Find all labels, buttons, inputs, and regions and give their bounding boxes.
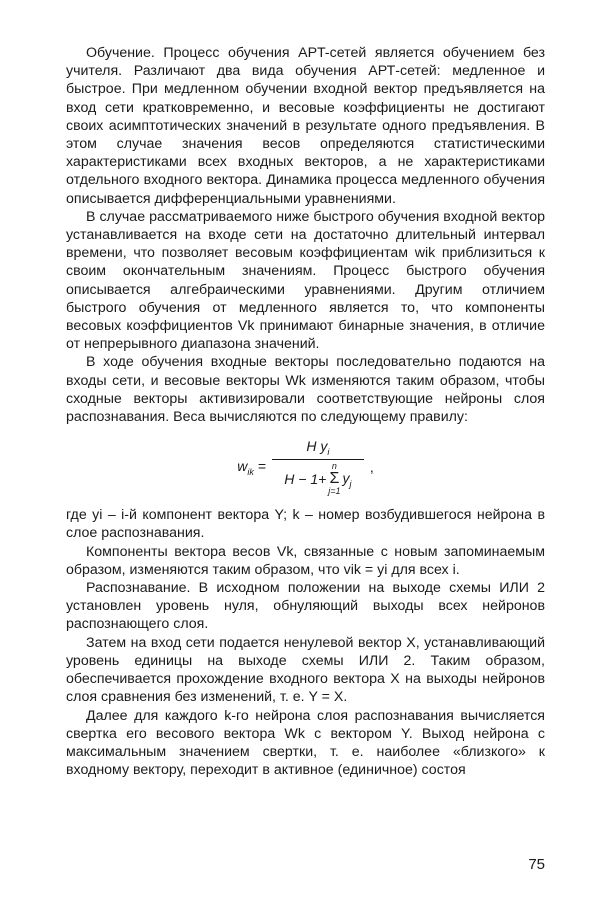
formula-numerator: H $y_i$ xyxy=(306,438,330,458)
page-number: 75 xyxy=(528,856,545,873)
paragraph-fast-learning: В случае рассматриваемого ниже быстрого обучения входной вектор устанавливается на входе сети на достаточно длительный интервал времени, что позволяет весовым коэффициентам wik приблизиться к своим окончательным значениям. Процесс быстрого обучения описывается алгебраическими уравнениями. Другим отличием быстрого обучения от медленного является то, что компоненты весовых коэффициентов Vk принимают бинарные значения, в отличие от непрерывного диапазона значений. xyxy=(66,208,545,353)
paragraph-learning: Обучение. Процесс обучения APT-сетей является обучением без учителя. Различают два вида обучения АРТ-сетей: медленное и быстрое. При медленном обучении входной вектор предъявляется на вход сети кратковременно, и весовые коэффициенты не достигают своих асимптотических значений в результате одного предъявления. В этом случае значения весов определяются статистическими характеристиками всех входных векторов, а не характеристиками отдельного входного вектора. Динамика процесса медленного обучения описывается дифференциальными уравнениями. xyxy=(66,45,545,207)
paragraph-where: где yi – i-й компонент вектора Y; k – номер возбудившегося нейрона в слое распознавания. xyxy=(66,507,545,542)
formula-fraction xyxy=(272,438,364,496)
paragraph-training-process: В ходе обучения входные векторы последовательно подаются на входы сети, и весовые векторы Wk изменяются таким образом, чтобы сходные векторы активизировали соответствующие нейроны слоя распознавания. Веса вычисляются по следующему правилу: xyxy=(66,354,545,426)
paragraph-weight-components: Компоненты вектора весов Vk, связанные с новым запоминаемым образом, изменяются таким образом, что vik = yi для всех i. xyxy=(66,543,545,578)
paragraph-input-vector: Затем на вход сети подается ненулевой вектор X, устанавливающий уровень единицы на выходе схемы ИЛИ 2. Таким образом, обеспечивается прохождение входного вектора X на выходы нейронов слоя сравнения без изменений, т. е. Y = X. xyxy=(66,634,545,706)
formula-denominator: H − 1+ n Σ j=1 $y_j$ xyxy=(284,461,352,497)
weight-formula: $w_{ik}$ = H $y_i$ H − 1+ n Σ j=1 $y_j$ , xyxy=(237,438,374,497)
sum-symbol: n Σ j=1 xyxy=(328,461,341,497)
paragraph-recognition: Распознавание. В исходном положении на выходе схемы ИЛИ 2 установлен уровень нуля, обнуляющий выходы всех нейронов распознающего слоя. xyxy=(66,580,545,633)
paragraph-convolution: Далее для каждого k-го нейрона слоя распознавания вычисляется свертка его весового вектора Wk с вектором Y. Выход нейрона с максимальным значением свертки, т. е. наиболее «близкого» к входному вектору, переходит в активное (единичное) состоя xyxy=(66,707,545,779)
formula-lhs: $w_{ik}$ = xyxy=(237,457,266,477)
